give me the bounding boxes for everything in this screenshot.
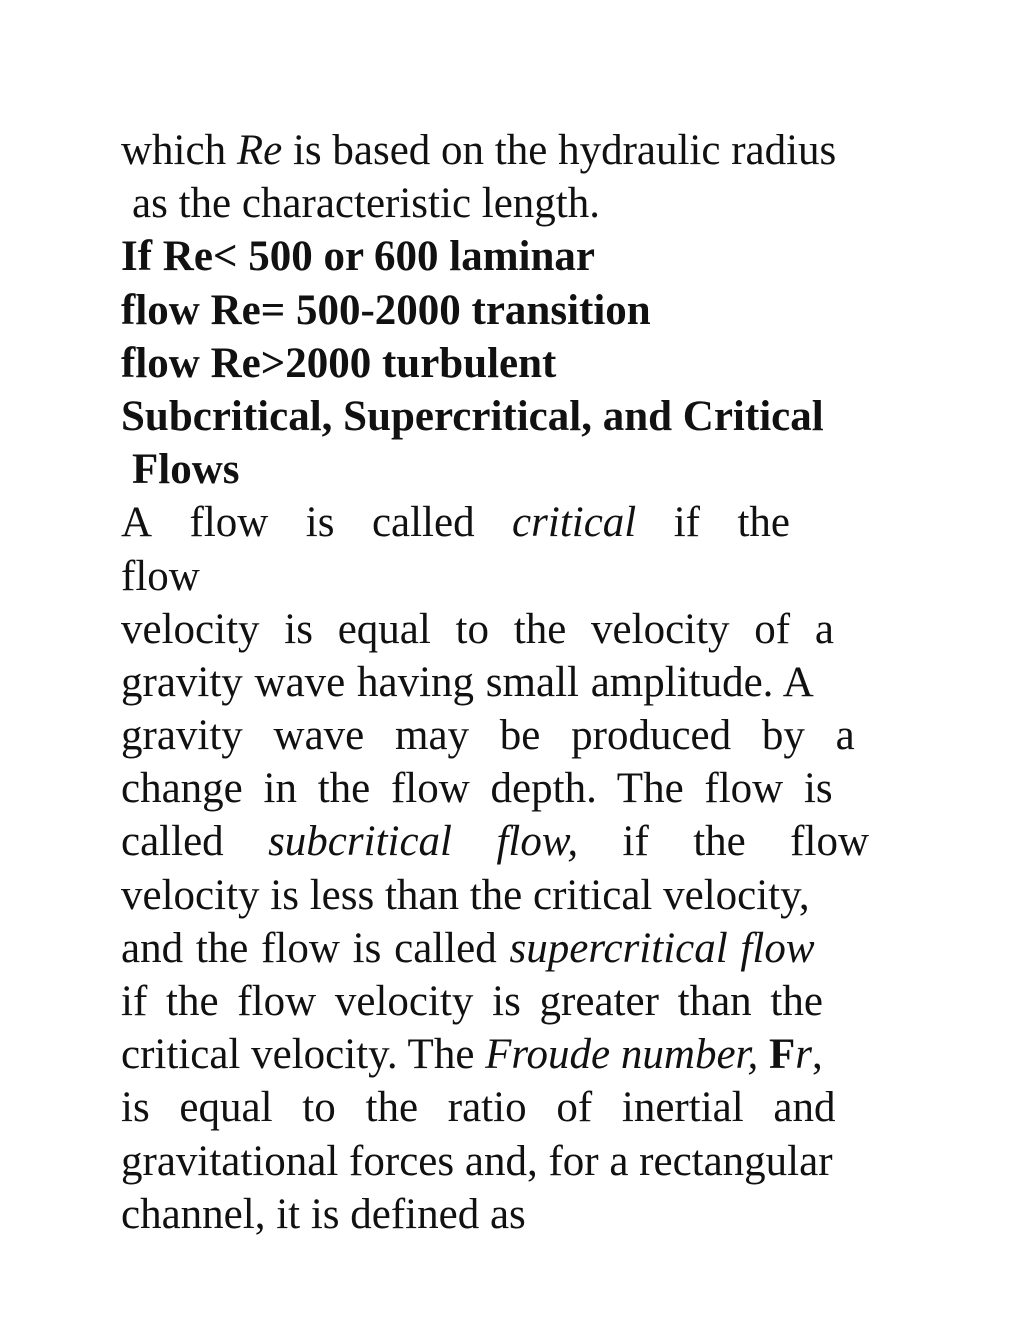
froude-number-term: Froude number, xyxy=(485,1031,759,1079)
paragraph-line-14: called subcritical flow, if the flow xyxy=(121,815,869,868)
paragraph-line-10: velocity is equal to the velocity of a xyxy=(121,605,834,653)
froude-symbol: F xyxy=(769,1031,796,1079)
paragraph-line-20: gravitational forces and, for a rectangular xyxy=(121,1137,833,1185)
paragraph-line-17: if the flow velocity is greater than the xyxy=(121,978,823,1025)
supercritical-term: supercritical flow xyxy=(509,924,815,972)
reynolds-symbol: Re xyxy=(236,127,283,174)
paragraph-line-16: and the flow is called supercritical flow xyxy=(121,924,815,972)
laminar-criterion-line: If Re< 500 or 600 laminar xyxy=(121,233,595,281)
subcritical-term: subcritical xyxy=(268,818,453,866)
critical-term: critical xyxy=(512,499,637,547)
paragraph-line-12: gravity wave may be produced by a xyxy=(121,712,855,760)
paragraph-line-15: velocity is less than the critical velocity, xyxy=(121,871,810,919)
paragraph-line-8: A flow is called critical if the xyxy=(121,496,790,549)
paragraph-line-2: as the characteristic length. xyxy=(132,180,601,228)
paragraph-line-1: which Re is based on the hydraulic radius xyxy=(121,127,837,174)
paragraph-line-9: flow xyxy=(121,552,200,600)
paragraph-line-21: channel, it is defined as xyxy=(121,1190,526,1238)
turbulent-criterion-line: flow Re>2000 turbulent xyxy=(121,339,557,387)
paragraph-line-19: is equal to the ratio of inertial and xyxy=(121,1084,836,1132)
paragraph-line-18: critical velocity. The Froude number, Fr, xyxy=(121,1031,823,1079)
section-heading-continued: Flows xyxy=(132,446,240,494)
document-page xyxy=(121,124,891,1241)
paragraph-line-11: gravity wave having small amplitude. A xyxy=(121,658,814,706)
paragraph-line-13: change in the flow depth. The flow is xyxy=(121,765,833,813)
transition-criterion-line: flow Re= 500-2000 transition xyxy=(121,286,651,334)
section-heading: Subcritical, Supercritical, and Critical xyxy=(121,392,824,440)
